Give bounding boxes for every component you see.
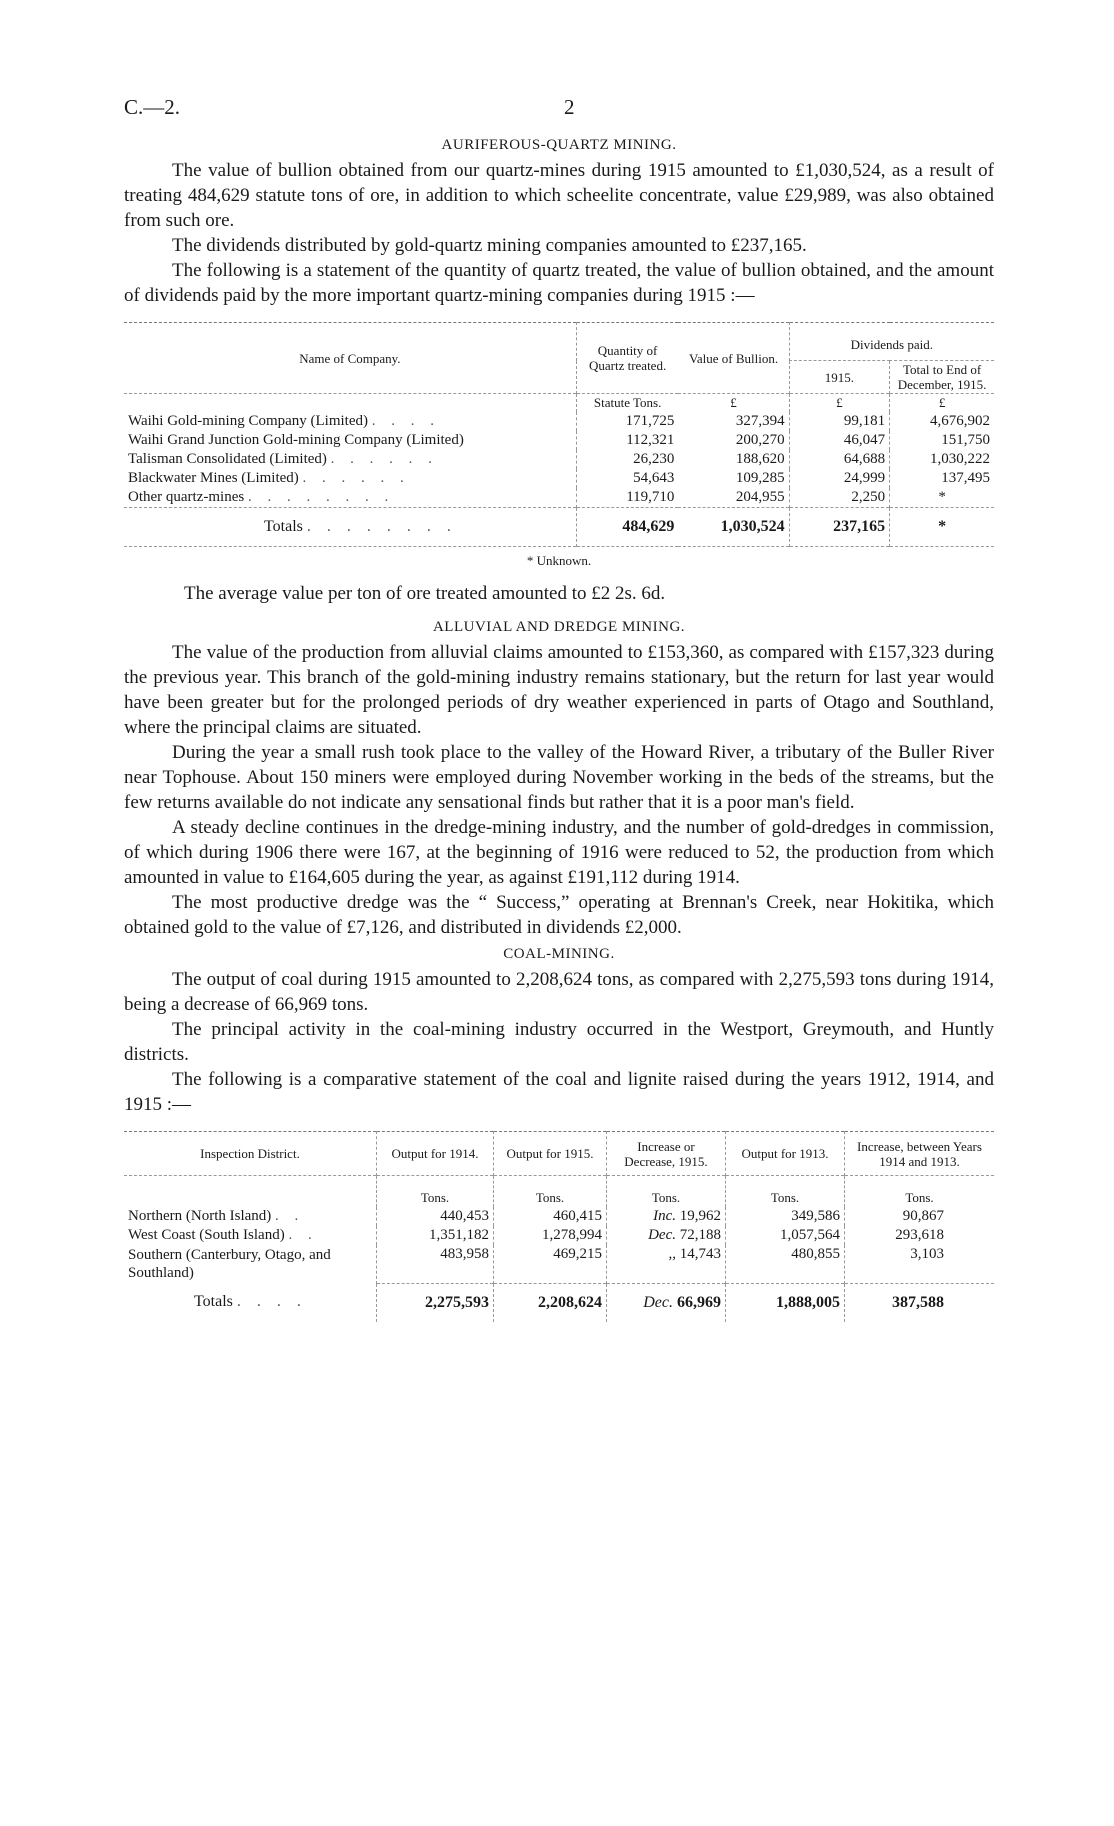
district-name: West Coast (South Island): [128, 1227, 285, 1243]
quantity-cell: 26,230: [576, 450, 678, 469]
col-header-div-1915: 1915.: [789, 361, 890, 394]
section-title-coal: COAL-MINING.: [503, 946, 615, 962]
quartz-companies-table: [124, 322, 994, 547]
value-cell: 109,285: [735, 470, 785, 486]
change-cell: 72,188: [679, 1227, 721, 1243]
div-total-cell: 137,495: [890, 469, 994, 488]
leader-dots: . .: [275, 1208, 305, 1224]
leader-dots: . . . . . .: [302, 470, 410, 486]
div-total-cell: *: [890, 488, 994, 508]
change-cell: 14,743: [679, 1246, 721, 1262]
output-1914-cell: 440,453: [377, 1207, 494, 1226]
unit-div-1915: £: [789, 394, 890, 412]
div-1915-cell: 99,181: [789, 412, 890, 431]
output-1915-cell: 1,278,994: [494, 1226, 607, 1245]
coal-paragraph-3: The following is a comparative statement of the coal and lignite raised during the years 1912, 1914, and 1915 :—: [124, 1069, 994, 1115]
col-header-dividends: Dividends paid.: [789, 323, 994, 361]
district-name: Southern (Canterbury, Otago, and Southland): [128, 1247, 331, 1281]
page-header: [124, 95, 994, 131]
coal-paragraph-1: The output of coal during 1915 amounted to 2,208,624 tons, as compared with 2,275,593 tons during 1914, being a decrease of 66,969 tons.: [124, 969, 994, 1015]
div-total-cell: 4,676,902: [890, 412, 994, 431]
company-name: Other quartz-mines: [128, 489, 245, 505]
unit-output-1914: Tons.: [377, 1176, 494, 1207]
table-row: [124, 1245, 994, 1283]
col-header-output-1914: Output for 1914.: [377, 1132, 494, 1176]
coal-paragraph-2: The principal activity in the coal-mining industry occurred in the Westport, Greymouth, and Huntly districts.: [124, 1019, 994, 1065]
company-name: Waihi Gold-mining Company (Limited): [128, 413, 369, 429]
div-total-cell: 151,750: [890, 431, 994, 450]
change-prefix: Dec.: [648, 1227, 676, 1243]
col-header-district: Inspection District.: [200, 1146, 300, 1161]
total-div-total: *: [890, 508, 994, 547]
table-row: [124, 488, 994, 508]
alluvial-paragraph-2: During the year a small rush took place to the valley of the Howard River, a tributary of the Buller River near Tophouse. About 150 miners were employed during November working in the beds of the streams, but the few returns available do not indicate any sensational finds but rather that it is a poor man's field.: [124, 742, 994, 813]
table-row: [124, 450, 994, 469]
quartz-paragraph-2: The dividends distributed by gold-quartz mining companies amounted to £237,165.: [172, 235, 807, 256]
unit-value: £: [730, 395, 737, 410]
total-increase-between: 387,588: [845, 1283, 995, 1322]
total-div-1915: 237,165: [789, 508, 890, 547]
alluvial-paragraph-3: A steady decline continues in the dredge-mining industry, and the number of gold-dredges in commission, of which during 1906 there were 167, at the beginning of 1916 were reduced to 52, the production from which amounted in value to £164,605 during the year, as against £191,112 during 1914.: [124, 817, 994, 888]
table-row: [124, 1226, 994, 1245]
change-prefix: Inc.: [653, 1208, 676, 1224]
coal-output-table: [124, 1131, 994, 1322]
quartz-paragraph-3: The following is a statement of the quantity of quartz treated, the value of bullion obtained, and the amount of dividends paid by the more important quartz-mining companies during 1915 :—: [124, 260, 994, 306]
col-header-value: Value of Bullion.: [688, 350, 779, 366]
leader-dots: . . . .: [371, 413, 441, 429]
alluvial-paragraph-4: The most productive dredge was the “ Success,” operating at Brennan's Creek, near Hokitika, which obtained gold to the value of £7,126, and distributed in dividends £2,000.: [124, 892, 994, 938]
section-title-alluvial: ALLUVIAL AND DREDGE MINING.: [432, 619, 686, 635]
change-cell: 19,962: [679, 1208, 721, 1224]
unit-change: Tons.: [607, 1176, 726, 1207]
div-1915-cell: 64,688: [789, 450, 890, 469]
totals-label: Totals: [194, 1293, 233, 1311]
table-footnote: * Unknown.: [526, 553, 592, 568]
company-name: Blackwater Mines (Limited): [128, 470, 299, 486]
increase-between-cell: 293,618: [845, 1226, 995, 1245]
div-1915-cell: 24,999: [789, 469, 890, 488]
unit-output-1915: Tons.: [494, 1176, 607, 1207]
leader-dots: . . . .: [236, 1293, 307, 1311]
table-row: [124, 469, 994, 488]
output-1913-cell: 480,855: [726, 1245, 845, 1283]
total-output-1914: 2,275,593: [377, 1283, 494, 1322]
page-number: 2: [564, 95, 575, 119]
totals-row: [124, 1283, 994, 1322]
leader-dots: . . . . . . . .: [247, 489, 395, 505]
increase-between-cell: 90,867: [845, 1207, 995, 1226]
company-name: Talisman Consolidated (Limited): [128, 451, 327, 467]
value-cell: 204,955: [735, 489, 785, 505]
leader-dots: . . . . . . . .: [306, 518, 457, 535]
col-header-company: Name of Company.: [299, 350, 401, 366]
col-header-div-total: Total to End of December, 1915.: [890, 361, 994, 394]
average-value-statement: The average value per ton of ore treated amounted to £2 2s. 6d.: [184, 583, 666, 604]
output-1914-cell: 1,351,182: [377, 1226, 494, 1245]
change-prefix: Dec.: [643, 1293, 673, 1311]
quantity-cell: 54,643: [576, 469, 678, 488]
div-1915-cell: 2,250: [789, 488, 890, 508]
section-title-quartz: AURIFEROUS-QUARTZ MINING.: [441, 137, 677, 153]
table-row: [124, 431, 994, 450]
document-page: [124, 95, 994, 1322]
totals-row: [124, 508, 994, 547]
unit-quantity: Statute Tons.: [576, 394, 678, 412]
total-change: 66,969: [677, 1293, 721, 1311]
quantity-cell: 171,725: [576, 412, 678, 431]
value-cell: 200,270: [735, 432, 785, 448]
unit-output-1913: Tons.: [726, 1176, 845, 1207]
alluvial-paragraph-1: The value of the production from alluvial claims amounted to £153,360, as compared with £157,323 during the previous year. This branch of the gold-mining industry remains stationary, but the return for last year would have been greater but for the prolonged periods of dry weather experienced in parts of Otago and Southland, where the principal claims are situated.: [124, 642, 994, 738]
leader-dots: . .: [288, 1227, 318, 1243]
leader-dots: . . . . . .: [330, 451, 438, 467]
company-name: Waihi Grand Junction Gold-mining Company (Limited): [128, 432, 464, 448]
value-cell: 188,620: [735, 451, 785, 467]
col-header-change: Increase or Decrease, 1915.: [607, 1132, 726, 1176]
district-name: Northern (North Island): [128, 1208, 272, 1224]
change-prefix: ,,: [668, 1246, 676, 1262]
output-1913-cell: 1,057,564: [726, 1226, 845, 1245]
table-row: [124, 412, 994, 431]
col-header-output-1915: Output for 1915.: [494, 1132, 607, 1176]
div-1915-cell: 46,047: [789, 431, 890, 450]
value-cell: 327,394: [735, 413, 785, 429]
quartz-paragraph-1: The value of bullion obtained from our quartz-mines during 1915 amounted to £1,030,524, as a result of treating 484,629 statute tons of ore, in addition to which scheelite concentrate, value £29,989, was also obtained from such ore.: [124, 160, 994, 231]
quantity-cell: 112,321: [576, 431, 678, 450]
col-header-output-1913: Output for 1913.: [726, 1132, 845, 1176]
total-output-1915: 2,208,624: [494, 1283, 607, 1322]
total-value: 1,030,524: [720, 518, 785, 535]
output-1915-cell: 469,215: [494, 1245, 607, 1283]
totals-label: Totals: [264, 518, 303, 535]
output-1913-cell: 349,586: [726, 1207, 845, 1226]
col-header-increase-between: Increase, between Years 1914 and 1913.: [845, 1132, 995, 1176]
unit-div-total: £: [890, 394, 994, 412]
total-output-1913: 1,888,005: [726, 1283, 845, 1322]
unit-increase-between: Tons.: [845, 1176, 995, 1207]
total-quantity: 484,629: [576, 508, 678, 547]
table-row: [124, 1207, 994, 1226]
quantity-cell: 119,710: [576, 488, 678, 508]
output-1914-cell: 483,958: [377, 1245, 494, 1283]
output-1915-cell: 460,415: [494, 1207, 607, 1226]
div-total-cell: 1,030,222: [890, 450, 994, 469]
col-header-quantity: Quantity of Quartz treated.: [576, 323, 678, 394]
increase-between-cell: 3,103: [845, 1245, 995, 1283]
document-reference: C.—2.: [124, 95, 181, 119]
